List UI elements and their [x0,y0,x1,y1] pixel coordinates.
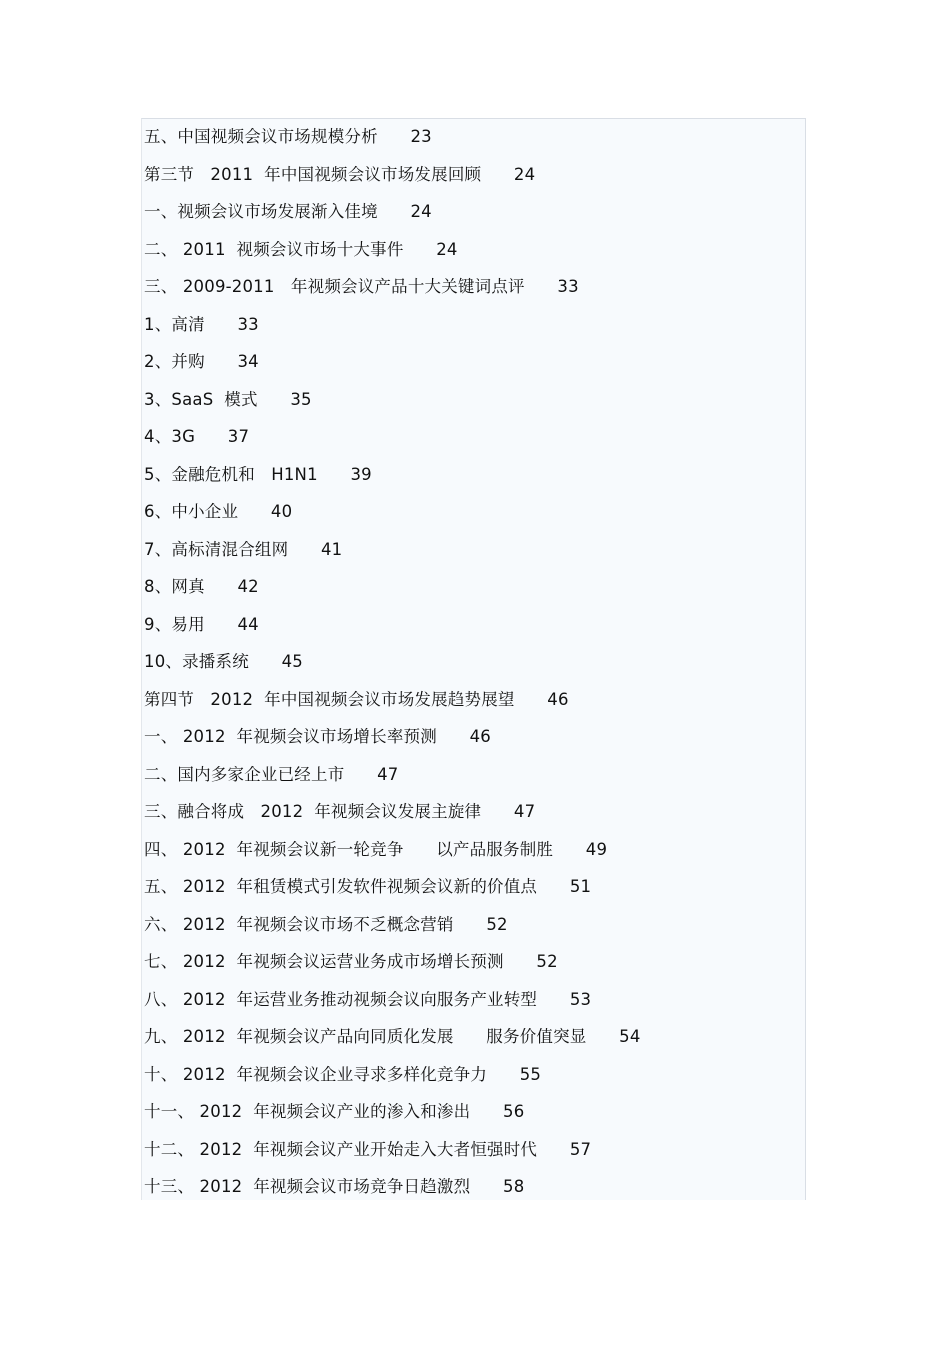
toc-entry-page-number: 52 [486,914,508,934]
toc-entry[interactable] [144,1136,641,1174]
toc-entry-title: 三、 2009-2011 年视频会议产品十大关键词点评 [144,277,525,296]
toc-entry-page-number: 47 [377,764,399,784]
toc-entry-title: 一、视频会议市场发展渐入佳境 [144,202,378,221]
toc-entry-title: 一、 2012 年视频会议市场增长率预测 [144,727,437,746]
toc-entry[interactable] [144,723,641,761]
toc-entry-title: 9、易用 [144,614,205,634]
toc-entry-page-number: 45 [281,652,303,671]
toc-entry[interactable] [144,948,641,986]
toc-entry-page-number: 47 [513,802,536,821]
toc-entry-page-number: 23 [410,127,432,146]
toc-entry-title: 7、高标清混合组网 [144,539,289,559]
toc-entry-page-number: 33 [237,314,259,334]
toc-entry-title: 1、高清 [144,314,205,334]
toc-entry-page-number: 24 [513,164,536,184]
toc-entry-page-number: 41 [320,539,343,559]
toc-entry-title: 8、网真 [144,577,205,596]
toc-entry[interactable] [144,311,641,349]
toc-entry-title: 五、 2012 年租赁模式引发软件视频会议新的价值点 [144,877,538,896]
toc-entry[interactable] [144,161,641,199]
toc-entry[interactable] [144,873,641,911]
toc-entry[interactable] [144,573,641,611]
toc-entry[interactable] [144,423,641,461]
toc-entry-title: 5、金融危机和 H1N1 [144,464,318,484]
toc-entry-page-number: 39 [350,464,372,484]
toc-entry[interactable] [144,1061,641,1099]
toc-entry-page-number: 55 [519,1064,542,1084]
toc-entry[interactable] [144,1023,641,1061]
toc-entry-title: 二、 2011 视频会议市场十大事件 [144,239,404,259]
toc-entry-title: 十三、 2012 年视频会议市场竞争日趋激烈 [144,1177,471,1196]
toc-entry-title: 八、 2012 年运营业务推动视频会议向服务产业转型 [144,989,538,1009]
toc-entry[interactable] [144,611,641,649]
toc-entry[interactable] [144,798,641,836]
toc-entry-title: 十二、 2012 年视频会议产业开始走入大者恒强时代 [144,1139,538,1159]
toc-entry-title: 3、SaaS 模式 [144,389,258,409]
toc-entry-page-number: 53 [569,989,592,1009]
toc-entry-page-number: 57 [569,1139,592,1159]
toc-entry[interactable] [144,386,641,424]
toc-entry-title: 2、并购 [144,352,205,371]
toc-entry-page-number: 35 [290,389,312,409]
toc-entry-title: 10、录播系统 [144,652,249,671]
toc-entry-title: 二、国内多家企业已经上市 [144,764,345,784]
toc-entry-page-number: 54 [619,1027,641,1046]
toc-entry-page-number: 52 [536,952,558,971]
toc-entry[interactable] [144,836,641,874]
toc-entry-page-number: 56 [503,1102,525,1121]
toc-entry-title: 四、 2012 年视频会议新一轮竞争 以产品服务制胜 [144,839,554,859]
toc-entry-title: 九、 2012 年视频会议产品向同质化发展 服务价值突显 [144,1027,587,1046]
toc-entry-title: 6、中小企业 [144,502,239,521]
toc-entry-page-number: 42 [237,577,259,596]
toc-entry[interactable] [144,198,641,236]
toc-entry[interactable] [144,761,641,799]
toc-entry-title: 五、中国视频会议市场规模分析 [144,127,378,146]
toc-entry-title: 十一、 2012 年视频会议产业的渗入和渗出 [144,1102,471,1121]
table-of-contents [144,123,641,1211]
toc-entry-page-number: 49 [585,839,608,859]
toc-entry[interactable] [144,986,641,1024]
toc-entry-page-number: 34 [237,352,259,371]
toc-entry-page-number: 51 [569,877,592,896]
toc-entry-page-number: 44 [237,614,259,634]
toc-entry[interactable] [144,686,641,724]
toc-panel [141,118,806,1200]
toc-entry[interactable] [144,461,641,499]
toc-entry-title: 第三节 2011 年中国视频会议市场发展回顾 [144,164,482,184]
toc-entry-page-number: 24 [410,202,432,221]
toc-entry-page-number: 37 [227,427,250,446]
toc-entry[interactable] [144,911,641,949]
toc-entry[interactable] [144,273,641,311]
toc-entry-title: 4、3G [144,427,196,446]
toc-entry[interactable] [144,1098,641,1136]
toc-entry-title: 三、融合将成 2012 年视频会议发展主旋律 [144,802,482,821]
toc-entry[interactable] [144,348,641,386]
toc-entry-title: 第四节 2012 年中国视频会议市场发展趋势展望 [144,689,515,709]
toc-entry-page-number: 24 [436,239,458,259]
toc-entry[interactable] [144,1173,641,1211]
toc-entry[interactable] [144,648,641,686]
toc-entry[interactable] [144,536,641,574]
toc-entry[interactable] [144,123,641,161]
toc-entry-page-number: 46 [469,727,492,746]
toc-entry[interactable] [144,236,641,274]
toc-entry-page-number: 33 [557,277,579,296]
toc-entry-title: 六、 2012 年视频会议市场不乏概念营销 [144,914,454,934]
toc-entry[interactable] [144,498,641,536]
toc-entry-page-number: 40 [270,502,293,521]
toc-entry-page-number: 58 [503,1177,525,1196]
toc-entry-title: 七、 2012 年视频会议运营业务成市场增长预测 [144,952,504,971]
toc-entry-title: 十、 2012 年视频会议企业寻求多样化竞争力 [144,1064,488,1084]
toc-entry-page-number: 46 [547,689,569,709]
